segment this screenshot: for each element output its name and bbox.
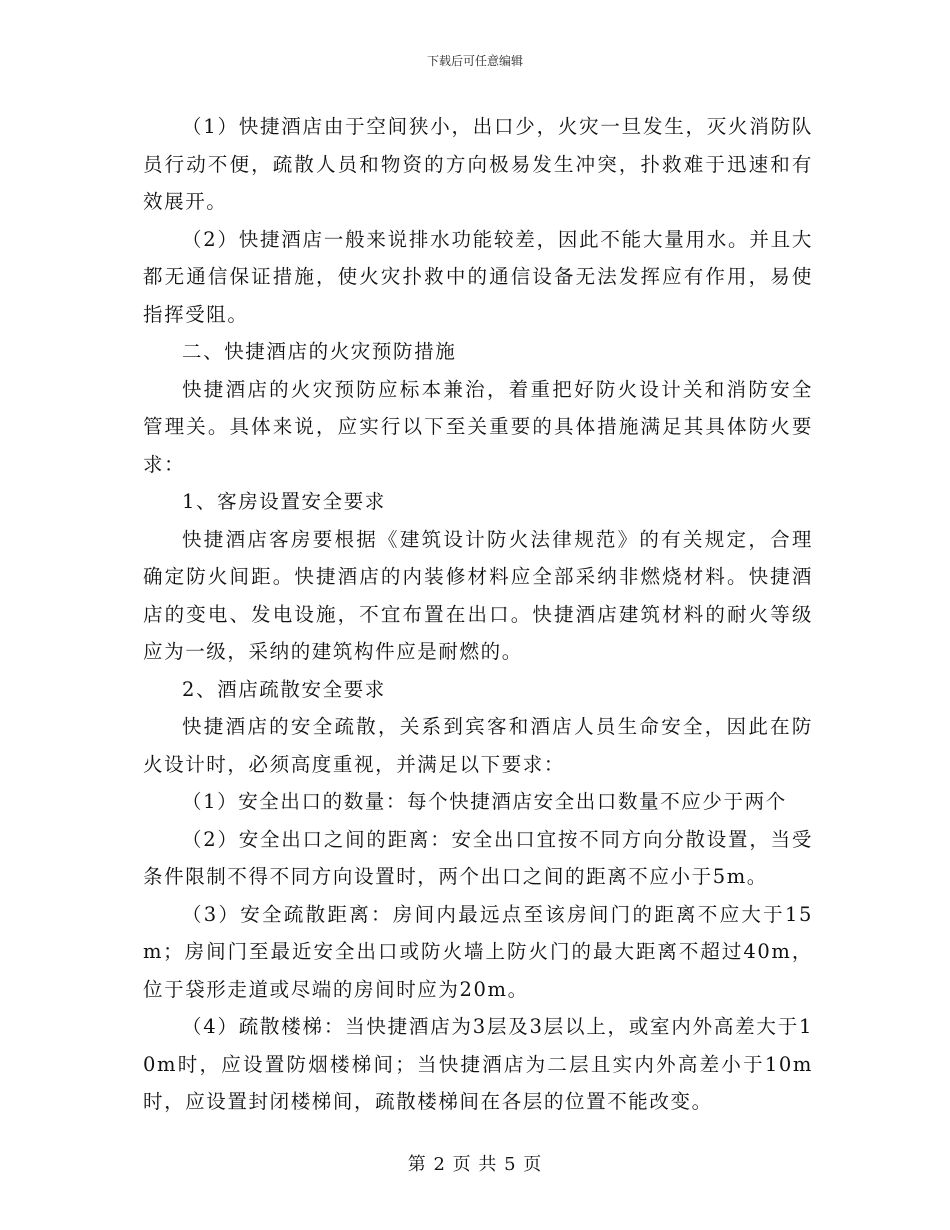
paragraph-evacuation-stairs: （4）疏散楼梯：当快捷酒店为3层及3层以上，或室内外高差大于10m时，应设置防烟楼梯间；当快捷酒店为二层且实内外高差小于10m时，应设置封闭楼梯间，疏散楼梯间在各层的位置不能改变。: [143, 1015, 813, 1113]
paragraph-drainage-communication: （2）快捷酒店一般来说排水功能较差，因此不能大量用水。并且大都无通信保证措施，使火灾扑救中的通信设备无法发挥应有作用，易使指挥受阻。: [143, 227, 813, 326]
page-footer: [0, 1153, 950, 1177]
paragraph-fire-spread-difficulty: （1）快捷酒店由于空间狭小，出口少，火灾一旦发生，灭火消防队员行动不便，疏散人员和物资的方向极易发生冲突，扑救难于迅速和有效展开。: [143, 115, 813, 213]
paragraph-exit-count: （1）安全出口的数量：每个快捷酒店安全出口数量不应少于两个: [182, 790, 787, 813]
section-heading-fire-prevention: 二、快捷酒店的火灾预防措施: [182, 340, 457, 363]
page-header: 下载后可任意编辑: [426, 54, 523, 68]
subheading-room-safety: 1、客房设置安全要求: [182, 490, 386, 513]
document-body: [143, 108, 813, 1121]
paragraph-evacuation-distance: （3）安全疏散距离：房间内最远点至该房间门的距离不应大于15m；房间门至最近安全出口或防火墙上防火门的最大距离不超过40m，位于袋形走道或尽端的房间时应为20m。: [143, 902, 813, 1001]
paragraph-evacuation-intro: 快捷酒店的安全疏散，关系到宾客和酒店人员生命安全，因此在防火设计时，必须高度重视，并满足以下要求：: [143, 715, 813, 776]
paragraph-room-safety: 快捷酒店客房要根据《建筑设计防火法律规范》的有关规定，合理确定防火间距。快捷酒店的内装修材料应全部采纳非燃烧材料。快捷酒店的变电、发电设施，不宜布置在出口。快捷酒店建筑材料的耐火等级应为一级，采纳的建筑构件应是耐燃的。: [143, 527, 813, 663]
page-number: 第 2 页 共 5 页: [407, 1154, 543, 1175]
paragraph-exit-distance: （2）安全出口之间的距离：安全出口宜按不同方向分散设置，当受条件限制不得不同方向设置时，两个出口之间的距离不应小于5m。: [143, 827, 813, 888]
subheading-evacuation-safety: 2、酒店疏散安全要求: [182, 677, 386, 701]
paragraph-prevention-intro: 快捷酒店的火灾预防应标本兼治，着重把好防火设计关和消防安全管理关。具体来说，应实行以下至关重要的具体措施满足其具体防火要求：: [143, 377, 813, 476]
